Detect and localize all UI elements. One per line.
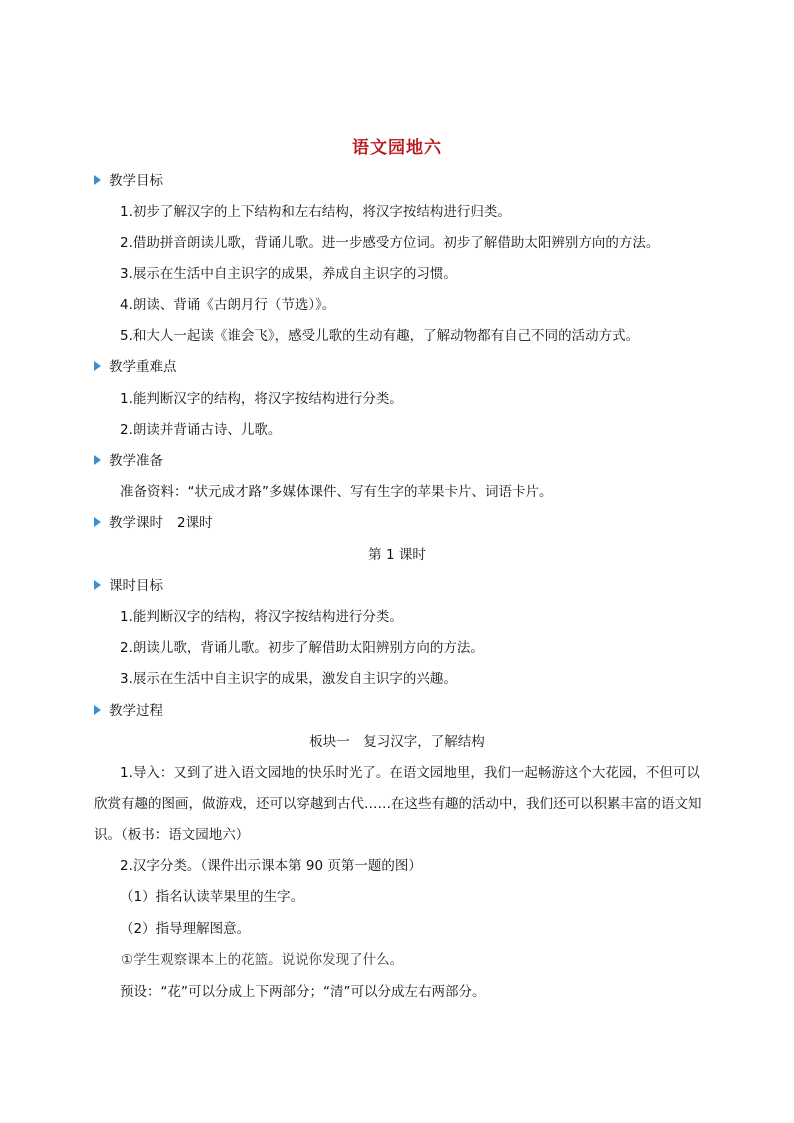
heading-label: 课时目标 bbox=[109, 578, 163, 594]
section-heading-process bbox=[94, 701, 163, 721]
preset-text: 预设：“花”可以分成上下两部分；“清”可以分成左右两部分。 bbox=[120, 984, 486, 1000]
heading-label: 教学过程 bbox=[109, 703, 163, 719]
sub-step-text: （2）指导理解图意。 bbox=[120, 921, 251, 937]
triangle-bullet-icon bbox=[94, 361, 101, 371]
goal-item: 5.和大人一起读《谁会飞》，感受儿歌的生动有趣，了解动物都有自己不同的活动方式。 bbox=[120, 328, 640, 344]
hours-value: 2课时 bbox=[177, 515, 213, 531]
triangle-bullet-icon bbox=[94, 455, 101, 465]
intro-paragraph-line: 1.导入：又到了进入语文园地的快乐时光了。在语文园地里，我们一起畅游这个大花园，不但可以 bbox=[120, 765, 700, 781]
lesson-goal-item: 3.展示在生活中自主识字的成果，激发自主识字的兴趣。 bbox=[120, 671, 457, 687]
heading-label: 教学重难点 bbox=[109, 359, 177, 375]
heading-label: 教学目标 bbox=[109, 173, 163, 189]
lesson-goal-item: 2.朗读儿歌，背诵儿歌。初步了解借助太阳辨别方向的方法。 bbox=[120, 640, 484, 656]
section-heading-lesson-goals bbox=[94, 576, 163, 596]
step-text: 2.汉字分类。（课件出示课本第 90 页第一题的图） bbox=[120, 858, 422, 874]
intro-paragraph-line: 欣赏有趣的图画，做游戏，还可以穿越到古代……在这些有趣的活动中，我们还可以积累丰富的语文知 bbox=[94, 796, 702, 812]
goal-item: 2.借助拼音朗读儿歌，背诵儿歌。进一步感受方位词。初步了解借助太阳辨别方向的方法。 bbox=[120, 235, 660, 251]
triangle-bullet-icon bbox=[94, 175, 101, 185]
lesson-title: 第 1 课时 bbox=[368, 547, 426, 563]
section-heading-hours bbox=[94, 513, 213, 533]
section-heading-preparation bbox=[94, 451, 163, 471]
heading-label: 教学课时 bbox=[109, 515, 163, 531]
section-heading-goals bbox=[94, 171, 163, 191]
triangle-bullet-icon bbox=[94, 580, 101, 590]
preparation-text: 准备资料：“状元成才路”多媒体课件、写有生字的苹果卡片、词语卡片。 bbox=[120, 484, 553, 500]
goal-item: 4.朗读、背诵《古朗月行（节选）》。 bbox=[120, 297, 336, 313]
heading-label: 教学准备 bbox=[109, 453, 163, 469]
section-heading-key-points bbox=[94, 357, 177, 377]
block-title: 板块一 复习汉字，了解结构 bbox=[309, 734, 485, 750]
intro-paragraph-line: 识。（板书：语文园地六） bbox=[94, 827, 250, 843]
goal-item: 3.展示在生活中自主识字的成果，养成自主识字的习惯。 bbox=[120, 266, 457, 282]
page-title: 语文园地六 bbox=[352, 138, 442, 158]
lesson-goal-item: 1.能判断汉字的结构，将汉字按结构进行分类。 bbox=[120, 609, 403, 625]
key-point-item: 1.能判断汉字的结构，将汉字按结构进行分类。 bbox=[120, 391, 403, 407]
key-point-item: 2.朗读并背诵古诗、儿歌。 bbox=[120, 422, 282, 438]
observation-text: ①学生观察课本上的花篮。说说你发现了什么。 bbox=[121, 952, 404, 968]
triangle-bullet-icon bbox=[94, 705, 101, 715]
goal-item: 1.初步了解汉字的上下结构和左右结构，将汉字按结构进行归类。 bbox=[120, 204, 511, 220]
sub-step-text: （1）指名认读苹果里的生字。 bbox=[120, 889, 305, 905]
triangle-bullet-icon bbox=[94, 517, 101, 527]
